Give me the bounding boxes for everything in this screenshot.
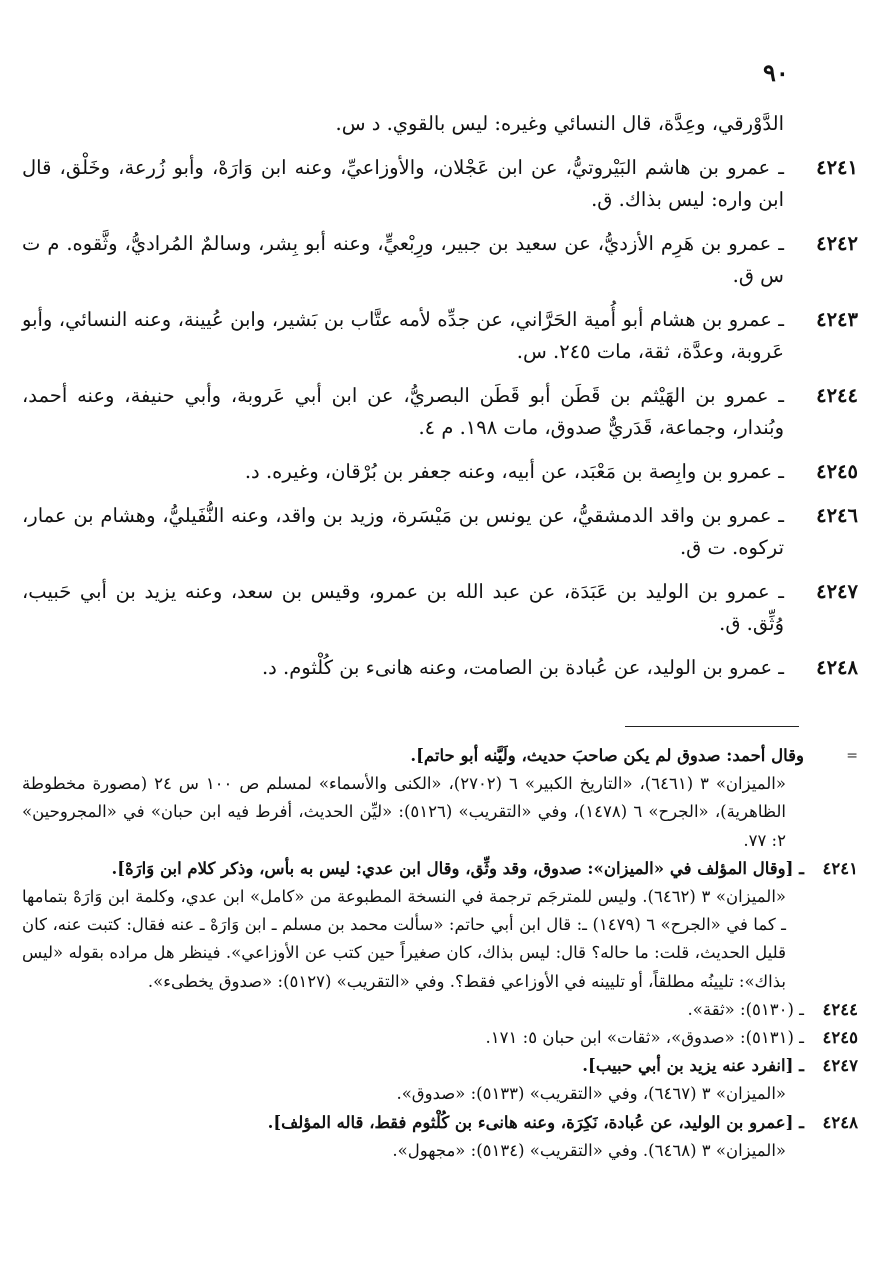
continuation-mark: = xyxy=(846,748,858,764)
footnote-text: «الميزان» ٣ (٦٤٦٧)، وفي «التقريب» (٥١٣٣): «صدوق». xyxy=(396,1084,786,1104)
footnote-number: ٤٢٤١ xyxy=(822,858,858,878)
entry-4247 xyxy=(22,576,858,640)
entry-4245 xyxy=(22,456,858,488)
entry-text: ـ عمرو بن وابِصة بن مَعْبَد، عن أبيه، وعنه جعفر بن بُرْقان، وغيره. د. xyxy=(244,460,784,483)
footnote-text: ـ (٥١٣١): «صدوق»، «ثقات» ابن حبان ٥: ١٧١. xyxy=(485,1028,804,1048)
entry-text: ـ عمرو بن هَرِم الأزديُّ، عن سعيد بن جبير، ورِبْعيٍّ، وعنه أبو بِشر، وسالمٌ المُراديُّ، وثَّقوه. م ت س ق. xyxy=(22,232,784,287)
footnote-4248 xyxy=(22,1109,858,1165)
page-number: ٩٠ xyxy=(763,58,789,87)
entry-number: ٤٢٤٧ xyxy=(816,580,858,603)
entry-text: ـ عمرو بن هاشم البَيْروتيُّ، عن ابن عَجْلان، والأوزاعيِّ، وعنه ابن وَارَهْ، وأبو زُرعة، وخَلْق، قال ابن واره: ليس بذاك. ق. xyxy=(22,156,784,211)
entry-number: ٤٢٤٤ xyxy=(816,384,858,407)
entry-4243 xyxy=(22,304,858,368)
entry-4244 xyxy=(22,380,858,444)
footnote-separator xyxy=(625,726,799,727)
footnote-number: ٤٢٤٤ xyxy=(822,999,858,1019)
entry-number: ٤٢٤٢ xyxy=(816,232,858,255)
entry-number: ٤٢٤٣ xyxy=(816,308,858,331)
footnote-text: «الميزان» ٣ (٦٤٦٢). وليس للمترجَم ترجمة في النسخة المطبوعة من «كامل» ابن عدي، وكلمة ابن وَارَهْ بتمامها ـ كما في «الجرح» ٦ (١٤٧٩) ـ: قال ابن أبي حاتم: «سألت محمد بن مسلم ـ ابن وَارَهْ ـ عنه فقال: كتبت عنه، كان قليل الحديث، قلت: ما حاله؟ قال: ليس بذاك، كان صغيراً حين كتب عن الأوزاعي». فينظر هل مراده بقوله «ليس بذاك»: تليينُه مطلقاً، أو تليينه في الأوزاعي فقط؟. وفي «التقريب» (٥١٢٧): «صدوق يخطىء». xyxy=(22,887,787,991)
entry-4242 xyxy=(22,228,858,292)
footnotes xyxy=(22,742,858,1165)
footnote-4245 xyxy=(22,1024,858,1052)
entry-4241 xyxy=(22,152,858,216)
main-text xyxy=(22,108,858,696)
entry-number: ٤٢٤٦ xyxy=(816,504,858,527)
entry-4248 xyxy=(22,652,858,684)
footnote-text: «الميزان» ٣ (٦٤٦٨). وفي «التقريب» (٥١٣٤): «مجهول». xyxy=(392,1140,786,1160)
entry-text: ـ عمرو بن الوليد بن عَبَدَة، عن عبد الله بن عمرو، وقيس بن سعد، وعنه يزيد بن أبي حَبيب، وُثِّق. ق. xyxy=(22,580,784,635)
footnote-lead: ـ [وقال المؤلف في «الميزان»: صدوق، وقد وثِّق، وقال ابن عدي: ليس به بأس، وذكر كلام ابن وَارَهْ]. xyxy=(111,858,804,878)
footnote-4247 xyxy=(22,1052,858,1108)
entry-4246 xyxy=(22,500,858,564)
entry-text: ـ عمرو بن هشام أبو أُمية الحَرَّاني، عن جدِّه لأمه عتَّاب بن بَشير، وابن عُيينة، وعنه النسائي، وأبو عَروبة، وعدَّة، ثقة، مات ٢٤٥. س. xyxy=(22,308,784,363)
footnote-number: ٤٢٤٨ xyxy=(822,1112,858,1132)
footnote-lead: وقال أحمد: صدوق لم يكن صاحبَ حديث، ولَيَّنه أبو حاتم]. xyxy=(410,746,804,765)
footnote-number: ٤٢٤٧ xyxy=(822,1056,858,1076)
footnote-4244 xyxy=(22,996,858,1024)
entry-number: ٤٢٤٨ xyxy=(816,656,858,679)
footnote-continuation xyxy=(22,742,858,855)
footnote-lead: ـ [عمرو بن الوليد، عن عُبادة، نَكِرَة، وعنه هانىء بن كُلْثوم فقط، قاله المؤلف]. xyxy=(267,1112,804,1132)
footnote-text: «الميزان» ٣ (٦٤٦١)، «التاريخ الكبير» ٦ (٢٧٠٢)، «الكنى والأسماء» لمسلم ص ١٠٠ س ٢٤ (مصورة مخطوطة الظاهرية)، «الجرح» ٦ (١٤٧٨)، وفي «التقريب» (٥١٢٦): «ليِّن الحديث، أفرط فيه ابن حبان» في «المجروحين» ٢: ٧٧. xyxy=(22,774,787,850)
entry-text: ـ عمرو بن الوليد، عن عُبادة بن الصامت، وعنه هانىء بن كُلْثوم. د. xyxy=(261,656,784,679)
footnote-text: ـ (٥١٣٠): «ثقة». xyxy=(687,999,804,1019)
footnote-4241 xyxy=(22,855,858,996)
footnote-lead: ـ [انفرد عنه يزيد بن أبي حبيب]. xyxy=(582,1056,804,1076)
entry-number: ٤٢٤٥ xyxy=(816,460,858,483)
entry-text: ـ عمرو بن واقد الدمشقيُّ، عن يونس بن مَيْسَرة، وزيد بن واقد، وعنه النُّفَيليُّ، وهشام بن عمار، تركوه. ت ق. xyxy=(22,504,784,559)
footnote-number: ٤٢٤٥ xyxy=(822,1028,858,1048)
entry-number: ٤٢٤١ xyxy=(816,156,858,179)
entry-continuation: الدَّوْرقي، وعِدَّة، قال النسائي وغيره: ليس بالقوي. د س. xyxy=(335,112,784,135)
entry-text: ـ عمرو بن الهَيْثم بن قَطَن أبو قَطَن البصريُّ، عن ابن أبي عَروبة، وأبي حنيفة، وعنه أحمد، وبُندار، وجماعة، قَدَريٌّ صدوق، مات ١٩٨. م ٤. xyxy=(22,384,784,439)
